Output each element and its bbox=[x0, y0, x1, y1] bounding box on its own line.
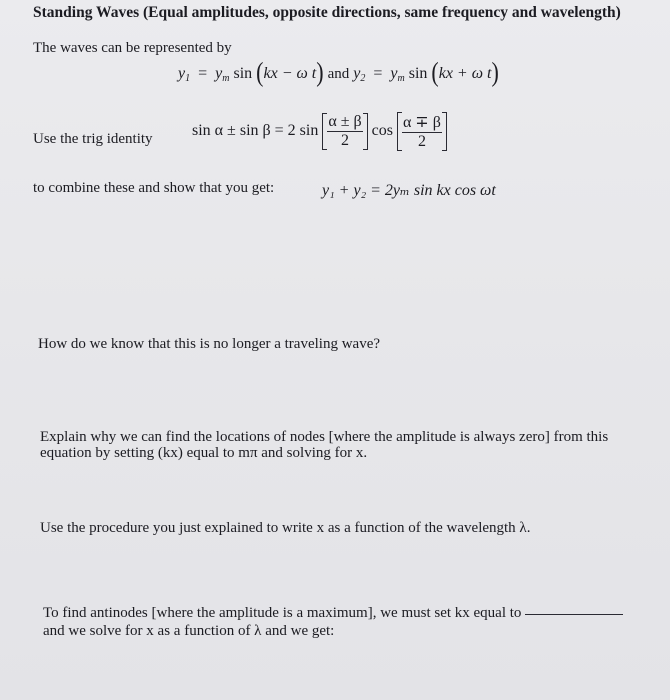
ym-symbol-2: $y_m$ bbox=[390, 65, 405, 84]
question-antinodes-line2: and we solve for x as a function of λ and we get: bbox=[43, 623, 335, 639]
trig-identity-formula bbox=[192, 112, 447, 151]
question-wavelength: Use the procedure you just explained to write x as a function of the wavelength λ. bbox=[40, 520, 531, 536]
wave1-argument: kx − ω t bbox=[263, 65, 317, 82]
second-numerator: α ∓ β bbox=[402, 114, 441, 131]
wave-equations: $y_1 = y_m$ sin (kx − ω t) and $y_2 = y_m$ sin (kx + ω t) bbox=[178, 55, 499, 87]
question-traveling-wave: How do we know that this is no longer a traveling wave? bbox=[38, 336, 381, 352]
y1-symbol: $y_1$ bbox=[178, 65, 191, 84]
sin-function-2: sin bbox=[408, 65, 428, 82]
intro-text: The waves can be represented by bbox=[33, 40, 232, 56]
second-denominator: 2 bbox=[417, 133, 426, 150]
answer-blank[interactable] bbox=[525, 614, 623, 615]
page-title: Standing Waves (Equal amplitudes, opposite directions, same frequency and wavelength) bbox=[33, 4, 621, 21]
cos-function: cos bbox=[371, 122, 393, 140]
first-numerator: α ± β bbox=[328, 113, 362, 130]
y2-symbol: $y_2$ bbox=[353, 65, 366, 84]
sin-function: sin bbox=[233, 65, 253, 82]
second-bracket bbox=[397, 112, 447, 151]
first-denominator: 2 bbox=[341, 132, 349, 149]
question-antinodes-line1: To find antinodes [where the amplitude is a maximum], we must set kx equal to bbox=[43, 605, 623, 622]
question-nodes-line2: equation by setting (kx) equal to mπ and solving for x. bbox=[40, 445, 368, 461]
combine-instruction: to combine these and show that you get: bbox=[33, 180, 275, 196]
ym-symbol: $y_m$ bbox=[215, 65, 230, 84]
trig-identity-label: Use the trig identity bbox=[33, 131, 153, 147]
first-bracket bbox=[322, 113, 367, 150]
standing-wave-result: y₁ + y₂ = 2yₘ sin kx cos ωt bbox=[322, 182, 496, 199]
and-text: and bbox=[327, 66, 350, 82]
trig-identity-lhs: sin α ± sin β = 2 sin bbox=[192, 122, 319, 140]
wave2-argument: kx + ω t bbox=[438, 65, 492, 82]
question-nodes-line1: Explain why we can find the locations of nodes [where the amplitude is always zero] from this bbox=[40, 429, 609, 445]
